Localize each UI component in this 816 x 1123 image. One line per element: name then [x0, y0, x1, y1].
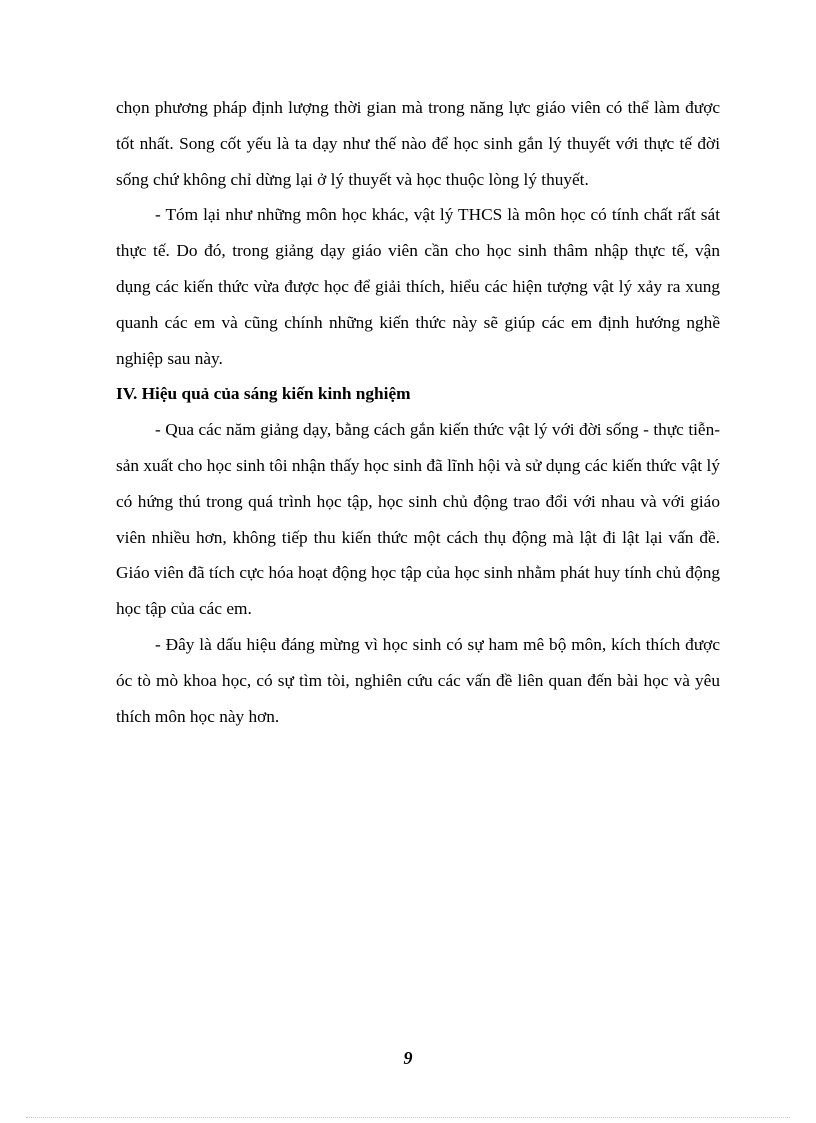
section-heading: IV. Hiệu quả của sáng kiến kinh nghiệm — [116, 384, 411, 404]
page-bottom-divider — [26, 1117, 790, 1118]
paragraph-summary: - Tóm lại như những môn học khác, vật lý THCS là môn học có tính chất rất sát thực tế. Do đó, trong giảng dạy giáo viên cần cho học sinh thâm nhập thực tế, vận dụng các kiến thức vừa được học để giải thích, hiểu các hiện tượng vật lý xảy ra xung quanh các em và cũng chính những kiến thức này sẽ giúp các em định hướng nghề nghiệp sau này. — [116, 205, 720, 368]
paragraph-effectiveness: - Qua các năm giảng dạy, bằng cách gắn kiến thức vật lý với đời sống - thực tiễn-sản xuất cho học sinh tôi nhận thấy học sinh đã lĩnh hội và sử dụng các kiến thức vật lý có hứng thú trong quá trình học tập, học sinh chủ động trao đổi với nhau và với giáo viên nhiều hơn, không tiếp thu kiến thức một cách thụ động mà lật đi lật lại vấn đề. Giáo viên đã tích cực hóa hoạt động học tập của học sinh nhằm phát huy tính chủ động học tập của các em. — [116, 420, 720, 619]
paragraph-conclusion: - Đây là dấu hiệu đáng mừng vì học sinh có sự ham mê bộ môn, kích thích được óc tò mò khoa học, có sự tìm tòi, nghiên cứu các vấn đề liên quan đến bài học và yêu thích môn học này hơn. — [116, 634, 720, 726]
page-number: 9 — [403, 1048, 413, 1068]
paragraph-continuation: chọn phương pháp định lượng thời gian mà trong năng lực giáo viên có thể làm được tốt nhất. Song cốt yếu là ta dạy như thế nào để học sinh gắn lý thuyết với thực tế đời sống chứ không chỉ dừng lại ở lý thuyết và học thuộc lòng lý thuyết. — [116, 98, 720, 189]
document-body — [116, 90, 720, 734]
